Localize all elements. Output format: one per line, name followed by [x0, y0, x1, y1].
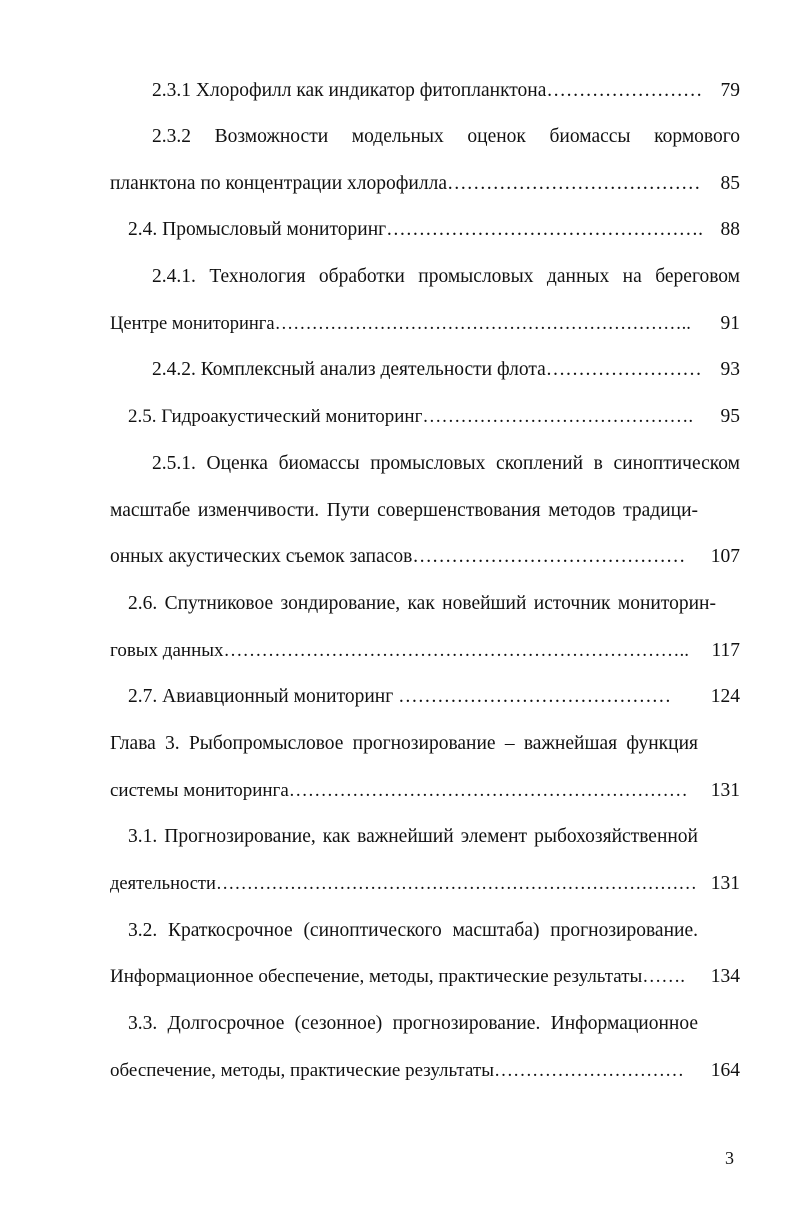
toc-entry-title: говых данных………………………………………………………………..: [110, 640, 690, 661]
toc-entry-chapter-3-cont: [110, 777, 740, 805]
page-number: 3: [725, 1148, 734, 1168]
toc-entry-2-3-2: [110, 123, 740, 151]
toc-entry-title: обеспечение, методы, практические результаты…………………………: [110, 1060, 684, 1081]
toc-entry-page: 85: [720, 173, 740, 194]
toc-entry-3-3: [110, 1010, 740, 1038]
toc-entry-page: 88: [720, 219, 740, 240]
toc-entry-title: 2.5. Гидроакустический мониторинг…………………………………….: [128, 406, 694, 427]
toc-entry-title: масштабе изменчивости. Пути совершенствования методов традици-: [110, 500, 698, 521]
toc-entry-2-5-1-cont2: [110, 543, 740, 571]
toc-entry-page: 164: [710, 1060, 740, 1081]
toc-entry-title: 3.1. Прогнозирование, как важнейший элемент рыбохозяйственной: [128, 826, 698, 847]
toc-entry-3-3-cont: [110, 1057, 740, 1085]
toc-entry-title: деятельности……………………………………………………………………: [110, 874, 697, 894]
toc-entry-chapter-3: [110, 730, 740, 758]
toc-entry-title: 2.6. Спутниковое зондирование, как новейший источник мониторин-: [128, 593, 716, 614]
toc-entry-2-5-1: [110, 450, 740, 478]
toc-entry-page: 107: [710, 546, 740, 567]
toc-entry-page: 93: [720, 359, 740, 380]
toc-entry-title: системы мониторинга………………………………………………………: [110, 780, 688, 801]
toc-entry-2-4-2: [110, 356, 740, 384]
toc-entry-page: 131: [710, 873, 740, 894]
toc-entry-2-4: [110, 216, 740, 244]
toc-entry-title: Центре мониторинга…………………………………………………………..: [110, 314, 691, 334]
toc-entry-page: 95: [720, 406, 740, 427]
toc-entry-2-4-1: [110, 263, 740, 291]
toc-entry-3-2: [110, 917, 740, 945]
toc-entry-title: 3.2. Краткосрочное (синоптического масштаба) прогнозирование.: [128, 920, 698, 941]
toc-entry-title: Информационное обеспечение, методы, практические результаты…….: [110, 966, 686, 987]
toc-entry-title: онных акустических съемок запасов……………………………………: [110, 546, 686, 567]
toc-entry-page: 124: [710, 686, 740, 707]
toc-entry-page: 131: [710, 780, 740, 801]
toc-entry-title: 2.3.2 Возможности модельных оценок биомассы кормового: [152, 126, 740, 147]
toc-entry-title: 2.4.1. Технология обработки промысловых данных на береговом: [152, 266, 740, 287]
toc-entry-title: 2.4. Промысловый мониторинг………………………………………….: [128, 219, 704, 240]
toc-entry-2-4-1-cont: [110, 310, 740, 338]
toc-entry-2-3-2-cont: [110, 170, 740, 198]
toc-entry-page: 91: [720, 313, 740, 334]
toc-entry-title: планктона по концентрации хлорофилла…………………………………: [110, 173, 701, 194]
toc-entry-2-7: [110, 683, 740, 711]
toc-entry-2-6: [110, 590, 740, 618]
toc-entry-2-5-1-cont: [110, 497, 740, 525]
toc-entry-page: 79: [720, 80, 740, 101]
toc-entry-2-6-cont: [110, 637, 740, 665]
toc-entry-2-5: [110, 403, 740, 431]
toc-entry-3-1: [110, 823, 740, 851]
toc-entry-title: 2.4.2. Комплексный анализ деятельности флота……………………: [152, 359, 702, 380]
toc-entry-title: 2.3.1 Хлорофилл как индикатор фитопланктона……………………: [152, 80, 703, 101]
toc-entry-3-2-cont: [110, 963, 740, 991]
toc-entry-page: 117: [711, 640, 740, 661]
toc-entry-title: Глава 3. Рыбопромысловое прогнозирование – важнейшая функция: [110, 733, 698, 754]
toc-entry-title: 2.7. Авиавционный мониторинг ……………………………………: [128, 686, 672, 707]
toc-entry-2-3-1: [110, 77, 740, 105]
toc-entry-3-1-cont: [110, 870, 740, 898]
toc-entry-title: 3.3. Долгосрочное (сезонное) прогнозирование. Информационное: [128, 1013, 698, 1034]
toc-entry-title: 2.5.1. Оценка биомассы промысловых скоплений в синоптическом: [152, 453, 740, 474]
toc-entry-page: 134: [710, 966, 740, 987]
